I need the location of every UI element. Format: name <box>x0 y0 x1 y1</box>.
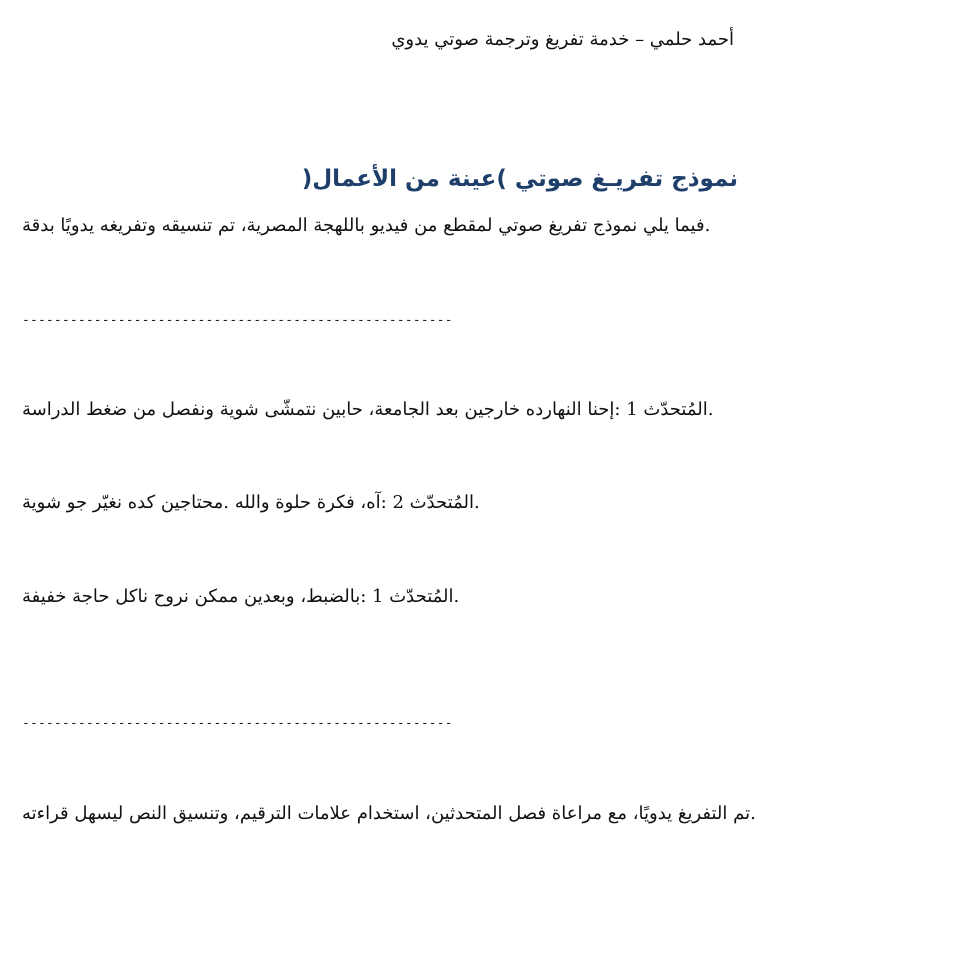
intro-paragraph: .فيما يلي نموذج تفريغ صوتي لمقطع من فيديو باللهجة المصرية، تم تنسيقه وتفريغه يدويًا بدقة <box>22 215 711 236</box>
separator-line-bottom: ------------------------------------------------------ <box>22 716 453 731</box>
dialogue-line-speaker-2: .المُتحدّث 2 :آه، فكرة حلوة والله .محتاجين كده نغيّر جو شوية <box>22 492 480 513</box>
separator-line-top: ------------------------------------------------------ <box>22 313 453 328</box>
document-header: أحمد حلمي – خدمة تفريغ وترجمة صوتي يدوي <box>391 29 734 50</box>
dialogue-line-speaker-1-first: .المُتحدّث 1 :إحنا النهارده خارجين بعد الجامعة، حابين نتمشّى شوية ونفصل من ضغط الدراسة <box>22 399 714 420</box>
footer-note: .تم التفريغ يدويًا، مع مراعاة فصل المتحدثين، استخدام علامات الترقيم، وتنسيق النص ليسهل قراءته <box>22 803 756 824</box>
document-title: نموذج تفريـغ صوتي )عينة من الأعمال( <box>301 166 738 192</box>
dialogue-line-speaker-1-second: .المُتحدّث 1 :بالضبط، وبعدين ممكن نروح ناكل حاجة خفيفة <box>22 586 460 607</box>
